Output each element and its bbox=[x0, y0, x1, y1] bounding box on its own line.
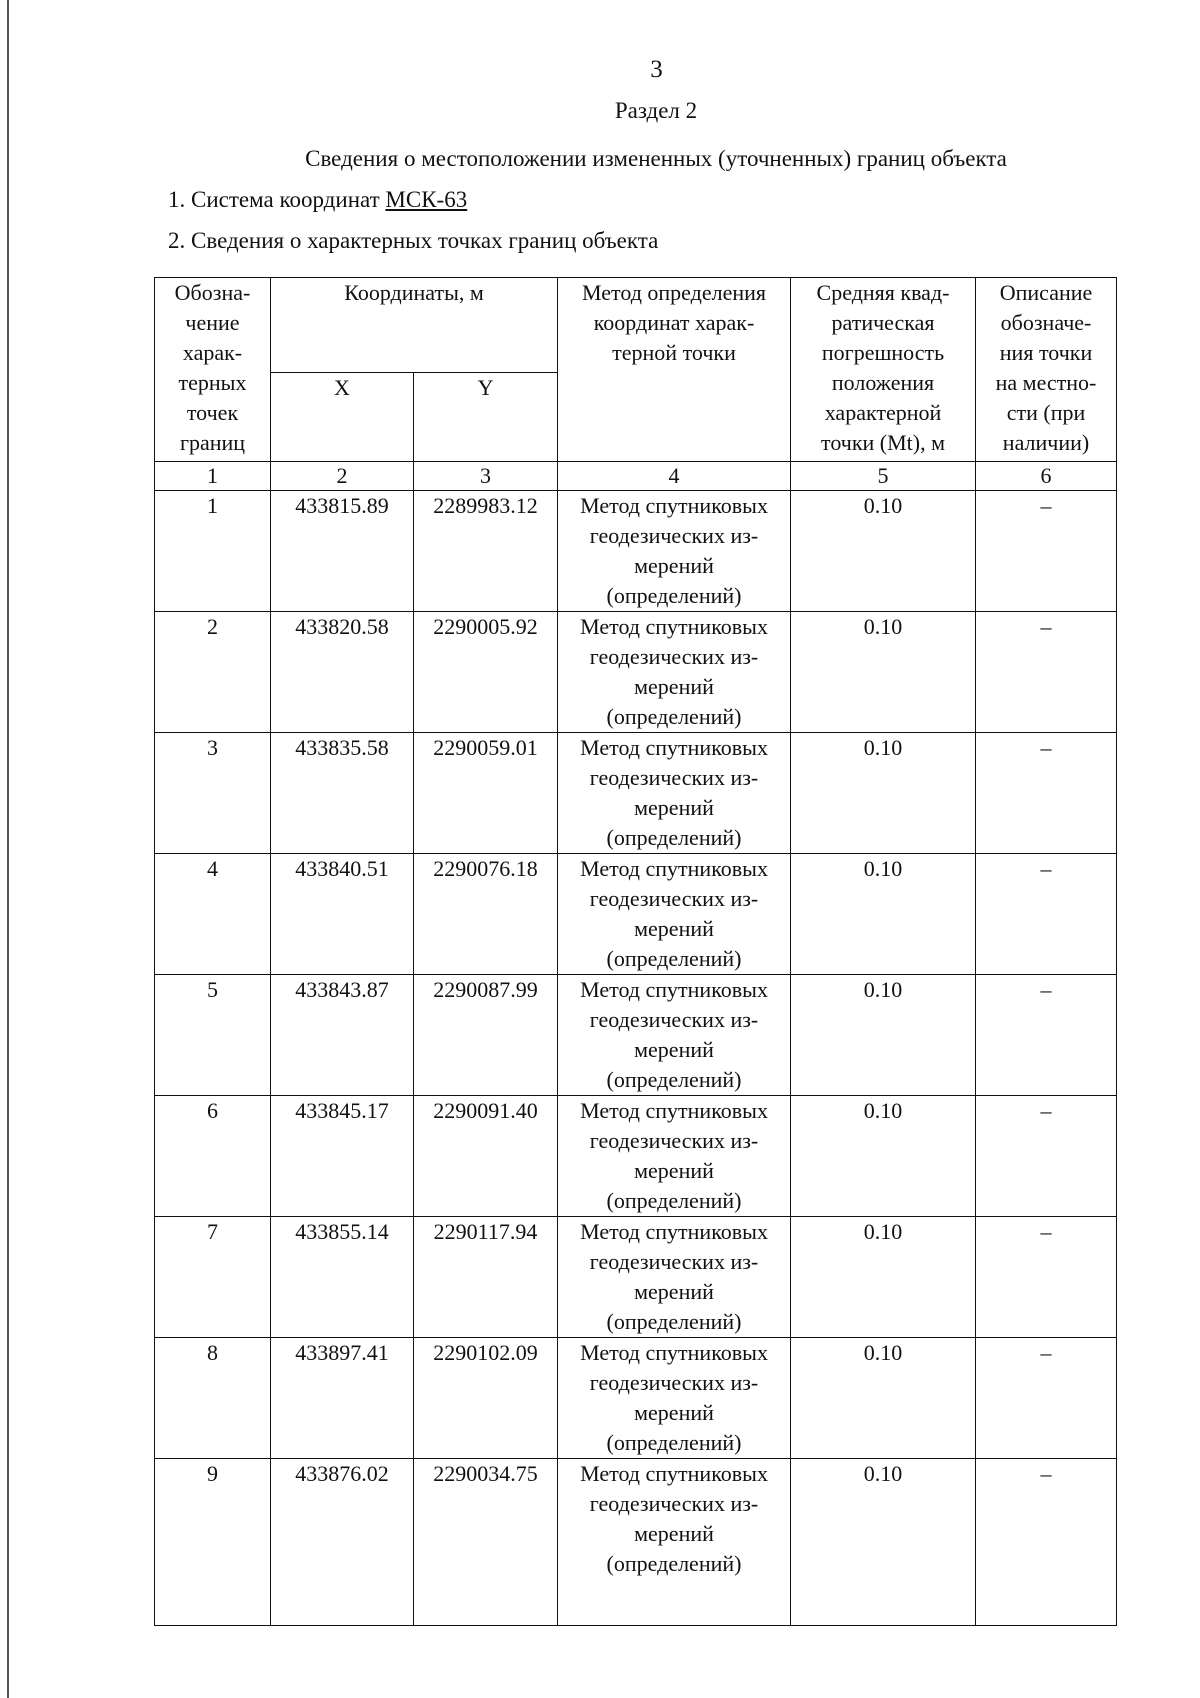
left-margin-line bbox=[7, 0, 9, 1698]
error-cell: 0.10 bbox=[791, 612, 976, 733]
point-number-cell: 4 bbox=[155, 854, 271, 975]
point-number-cell: 9 bbox=[155, 1459, 271, 1626]
method-cell: Метод спутниковых геодезических из- мерений (определений) bbox=[558, 1338, 791, 1459]
table-row bbox=[155, 733, 1117, 854]
x-coordinate-cell: 433843.87 bbox=[271, 975, 414, 1096]
column-number: 5 bbox=[791, 462, 976, 491]
method-cell: Метод спутниковых геодезических из- мерений (определений) bbox=[558, 975, 791, 1096]
x-coordinate-cell: 433897.41 bbox=[271, 1338, 414, 1459]
table-row bbox=[155, 1338, 1117, 1459]
point-number-cell: 5 bbox=[155, 975, 271, 1096]
header-error: Средняя квад- ратическая погрешность положения характерной точки (Mt), м bbox=[791, 278, 976, 462]
description-cell: – bbox=[976, 1338, 1117, 1459]
error-cell: 0.10 bbox=[791, 733, 976, 854]
y-coordinate-cell: 2290102.09 bbox=[414, 1338, 558, 1459]
method-cell: Метод спутниковых геодезических из- мерений (определений) bbox=[558, 491, 791, 612]
table-header-row bbox=[155, 278, 1117, 373]
error-cell: 0.10 bbox=[791, 1217, 976, 1338]
header-designation: Обозна- чение харак- терных точек границ bbox=[155, 278, 271, 462]
page-number: 3 bbox=[650, 56, 663, 83]
x-coordinate-cell: 433840.51 bbox=[271, 854, 414, 975]
table-row bbox=[155, 1459, 1117, 1626]
coordinate-system-label: 1. Система координат bbox=[168, 187, 380, 212]
method-cell: Метод спутниковых геодезических из- мерений (определений) bbox=[558, 733, 791, 854]
point-number-cell: 6 bbox=[155, 1096, 271, 1217]
error-cell: 0.10 bbox=[791, 975, 976, 1096]
error-cell: 0.10 bbox=[791, 1459, 976, 1626]
y-coordinate-cell: 2290076.18 bbox=[414, 854, 558, 975]
table-row bbox=[155, 975, 1117, 1096]
description-cell: – bbox=[976, 491, 1117, 612]
description-cell: – bbox=[976, 1096, 1117, 1217]
y-coordinate-cell: 2290005.92 bbox=[414, 612, 558, 733]
column-number-row bbox=[155, 462, 1117, 491]
error-cell: 0.10 bbox=[791, 854, 976, 975]
coordinate-system-line bbox=[168, 187, 467, 213]
table-row bbox=[155, 1217, 1117, 1338]
description-cell: – bbox=[976, 854, 1117, 975]
column-number: 1 bbox=[155, 462, 271, 491]
description-cell: – bbox=[976, 733, 1117, 854]
coordinate-system-value: МСК-63 bbox=[385, 187, 468, 212]
table-row bbox=[155, 612, 1117, 733]
point-number-cell: 2 bbox=[155, 612, 271, 733]
y-coordinate-cell: 2290117.94 bbox=[414, 1217, 558, 1338]
x-coordinate-cell: 433835.58 bbox=[271, 733, 414, 854]
y-coordinate-cell: 2290087.99 bbox=[414, 975, 558, 1096]
header-method: Метод определения координат харак- терной точки bbox=[558, 278, 791, 462]
description-cell: – bbox=[976, 1459, 1117, 1626]
description-cell: – bbox=[976, 975, 1117, 1096]
points-title: 2. Сведения о характерных точках границ объекта bbox=[168, 228, 659, 253]
x-coordinate-cell: 433876.02 bbox=[271, 1459, 414, 1626]
header-coordinates: Координаты, м bbox=[271, 278, 558, 373]
table-row bbox=[155, 491, 1117, 612]
method-cell: Метод спутниковых геодезических из- мерений (определений) bbox=[558, 1096, 791, 1217]
x-coordinate-cell: 433820.58 bbox=[271, 612, 414, 733]
header-x: X bbox=[271, 373, 414, 462]
point-number-cell: 1 bbox=[155, 491, 271, 612]
document-heading: Сведения о местоположении измененных (уточненных) границ объекта bbox=[305, 146, 1007, 171]
point-number-cell: 8 bbox=[155, 1338, 271, 1459]
x-coordinate-cell: 433845.17 bbox=[271, 1096, 414, 1217]
point-number-cell: 7 bbox=[155, 1217, 271, 1338]
column-number: 6 bbox=[976, 462, 1117, 491]
description-cell: – bbox=[976, 1217, 1117, 1338]
method-cell: Метод спутниковых геодезических из- мерений (определений) bbox=[558, 1459, 791, 1626]
column-number: 3 bbox=[414, 462, 558, 491]
table-row bbox=[155, 854, 1117, 975]
method-cell: Метод спутниковых геодезических из- мерений (определений) bbox=[558, 612, 791, 733]
y-coordinate-cell: 2290059.01 bbox=[414, 733, 558, 854]
y-coordinate-cell: 2289983.12 bbox=[414, 491, 558, 612]
error-cell: 0.10 bbox=[791, 1338, 976, 1459]
method-cell: Метод спутниковых геодезических из- мерений (определений) bbox=[558, 854, 791, 975]
header-description: Описание обозначе- ния точки на местно- сти (при наличии) bbox=[976, 278, 1117, 462]
description-cell: – bbox=[976, 612, 1117, 733]
section-title: Раздел 2 bbox=[614, 98, 698, 123]
method-cell: Метод спутниковых геодезических из- мерений (определений) bbox=[558, 1217, 791, 1338]
error-cell: 0.10 bbox=[791, 1096, 976, 1217]
table-row bbox=[155, 1096, 1117, 1217]
column-number: 4 bbox=[558, 462, 791, 491]
x-coordinate-cell: 433815.89 bbox=[271, 491, 414, 612]
error-cell: 0.10 bbox=[791, 491, 976, 612]
header-y: Y bbox=[414, 373, 558, 462]
column-number: 2 bbox=[271, 462, 414, 491]
point-number-cell: 3 bbox=[155, 733, 271, 854]
y-coordinate-cell: 2290091.40 bbox=[414, 1096, 558, 1217]
x-coordinate-cell: 433855.14 bbox=[271, 1217, 414, 1338]
boundary-points-table bbox=[154, 277, 1117, 1626]
y-coordinate-cell: 2290034.75 bbox=[414, 1459, 558, 1626]
